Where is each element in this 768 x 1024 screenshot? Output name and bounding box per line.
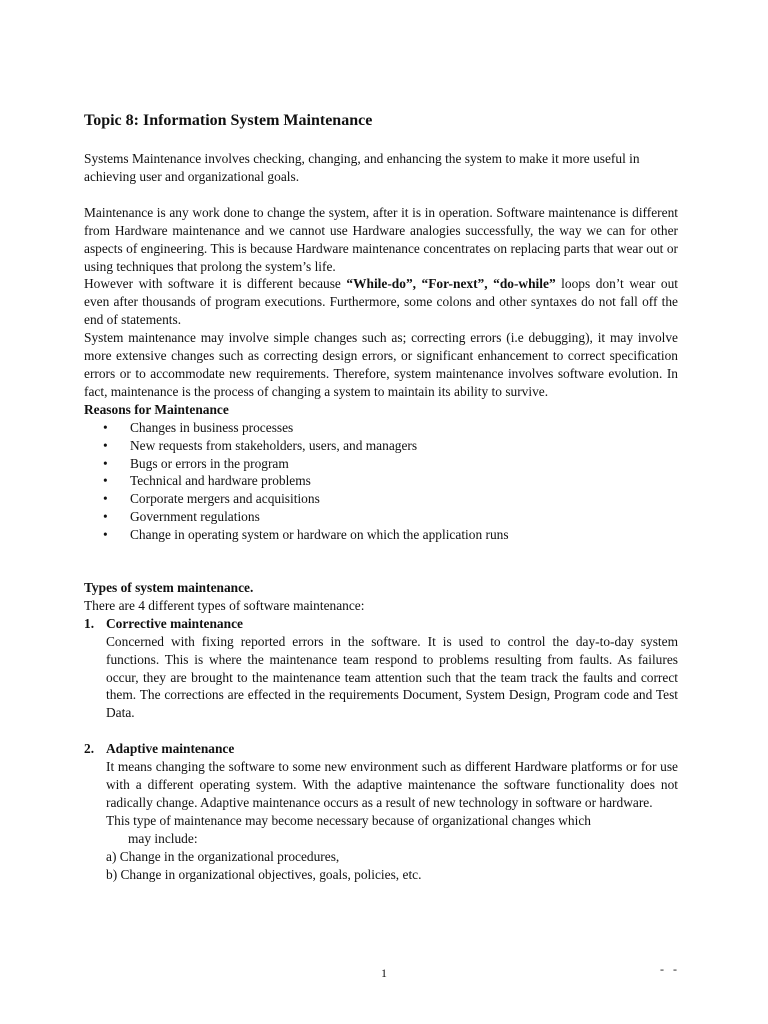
loop-names-bold: “While-do”, “For-next”, “do-while” xyxy=(346,276,556,292)
list-item-text: New requests from stakeholders, users, and managers xyxy=(130,437,418,453)
sub-item-b: b) Change in organizational objectives, goals, policies, etc. xyxy=(106,866,422,882)
list-item xyxy=(103,508,678,526)
item-title: Adaptive maintenance xyxy=(106,741,235,757)
document-body xyxy=(84,111,678,884)
sub-item-a: a) Change in the organizational procedures, xyxy=(106,848,340,864)
item-number: 2. xyxy=(84,741,95,757)
software-difference-text-before: However with software it is different because xyxy=(84,276,347,292)
page-number: 1 xyxy=(381,966,387,980)
footer-dashes: - - xyxy=(660,962,680,976)
list-item-text: Technical and hardware problems xyxy=(130,473,311,489)
bullet-icon: • xyxy=(103,437,108,453)
list-item xyxy=(103,455,678,473)
item-description: It means changing the software to some new environment such as different Hardware platforms or for use with a different operating system. With the adaptive maintenance the software functionality does not radically change. Adaptive maintenance occurs as a result of new technology in software or hardware. xyxy=(106,759,678,810)
bullet-icon: • xyxy=(103,473,108,489)
reasons-list xyxy=(84,419,678,544)
list-item xyxy=(103,419,678,437)
bullet-icon: • xyxy=(103,509,108,525)
reasons-heading: Reasons for Maintenance xyxy=(84,401,229,417)
bullet-icon: • xyxy=(103,527,108,543)
bullet-icon: • xyxy=(103,491,108,507)
item-extra-line-indented: may include: xyxy=(128,830,198,846)
item-number: 1. xyxy=(84,615,95,631)
list-item xyxy=(103,472,678,490)
list-item-text: Change in operating system or hardware on which the application runs xyxy=(130,527,509,543)
list-item-text: Corporate mergers and acquisitions xyxy=(130,491,320,507)
item-extra-line: This type of maintenance may become necessary because of organizational changes which xyxy=(106,812,591,828)
system-maintenance-paragraph: System maintenance may involve simple changes such as; correcting errors (i.e debugging), it may involve more extensive changes such as correcting design errors, or significant enhancement to correct specification errors or to accommodate new requirements. Therefore, system maintenance involves software evolution. In fact, maintenance is the process of changing a system to maintain its ability to survive. xyxy=(84,330,678,399)
page-title: Topic 8: Information System Maintenance xyxy=(84,112,373,129)
item-description: Concerned with fixing reported errors in the software. It is used to control the day-to-day system functions. This is where the maintenance team respond to problems resulting from faults. As failures occur, they are brought to the maintenance team attention such that the team track the faults and correct them. The corrections are effected in the requirements Document, System Design, Program code and Test Data. xyxy=(106,633,678,721)
list-item-text: Bugs or errors in the program xyxy=(130,455,289,471)
list-item-text: Government regulations xyxy=(130,509,260,525)
list-item xyxy=(103,526,678,544)
types-intro: There are 4 different types of software maintenance: xyxy=(84,597,365,613)
list-item xyxy=(103,437,678,455)
types-heading: Types of system maintenance. xyxy=(84,580,254,596)
item-title: Corrective maintenance xyxy=(106,615,243,631)
adaptive-maintenance-item xyxy=(84,740,678,883)
maintenance-definition-paragraph: Maintenance is any work done to change the system, after it is in operation. Software maintenance is different from Hardware maintenance and we cannot use Hardware analogies successfully, the way we can for other aspects of engineering. This is because Hardware maintenance concentrates on replacing parts that wear out or using techniques that prolong the system’s life. xyxy=(84,204,678,274)
corrective-maintenance-item xyxy=(84,615,678,722)
software-difference-text-after: loops don’t wear out even after thousands of program executions. Furthermore, some colons and other syntaxes do not fall off the end of statements. xyxy=(84,276,678,328)
bullet-icon: • xyxy=(103,455,108,471)
software-difference-paragraph xyxy=(84,275,678,329)
list-item xyxy=(103,490,678,508)
bullet-icon: • xyxy=(103,419,108,435)
list-item-text: Changes in business processes xyxy=(130,419,294,435)
intro-paragraph: Systems Maintenance involves checking, changing, and enhancing the system to make it more useful in achieving user and organizational goals. xyxy=(84,151,640,184)
